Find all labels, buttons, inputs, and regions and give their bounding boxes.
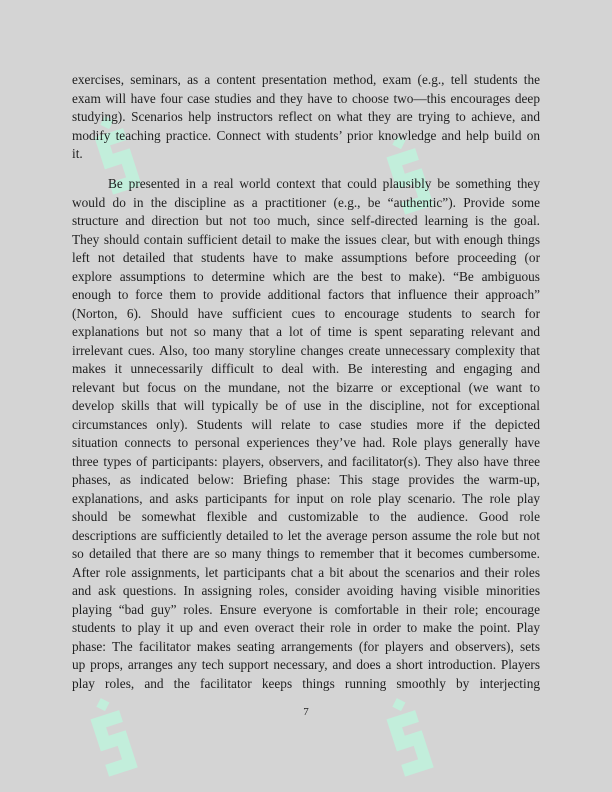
text-line: relevant but focus on the mundane, not the bizarre or exceptional (we want to [72, 379, 540, 395]
text-line: Be presented in a real world context that could plausibly be something they [108, 176, 540, 191]
text-line: exam will have four case studies and they have to choose two—this encourages deep [72, 90, 540, 106]
text-line: play roles, and the facilitator keeps things running smoothly by interjecting [72, 675, 540, 691]
text-line: so detailed that there are so many things to remember that it becomes cumbersome. [72, 546, 540, 561]
text-line: explanations, and asks participants for input on role play scenario. The role play [72, 490, 540, 506]
text-line: develop skills that will typically be of use in the discipline, not for exceptional [72, 398, 540, 413]
text-line: (Norton, 6). Should have sufficient cues to encourage students to search for [72, 305, 540, 321]
text-line: circumstances only). Students will relate to case studies more if the depicted [72, 416, 540, 432]
text-line: makes it unnecessarily difficult to deal with. Be interesting and engaging and [72, 361, 540, 376]
text-line: structure and direction but not too much, since self-directed learning is the goal. [72, 213, 540, 228]
text-line: descriptions are sufficiently detailed to let the average person assume the role but not [72, 527, 540, 543]
text-line: it. [72, 146, 83, 161]
text-line: explore assumptions to determine which are the best to make). “Be ambiguous [72, 268, 540, 284]
text-line: After role assignments, let participants chat a bit about the scenarios and their roles [72, 564, 540, 580]
text-line: explanations but not so many that a lot of time is spent separating relevant and [72, 324, 540, 339]
text-line: phase: The facilitator makes seating arrangements (for players and observers), sets [72, 638, 540, 654]
text-line: three types of participants: players, observers, and facilitator(s). They also have three [72, 453, 540, 469]
text-line: left not detailed that students have to make assumptions before proceeding (or [72, 250, 540, 265]
body-text [72, 71, 540, 693]
text-line: exercises, seminars, as a content presentation method, exam (e.g., tell students the [72, 72, 540, 87]
text-line: phases, as indicated below: Briefing phase: This stage provides the warm-up, [72, 472, 540, 487]
paragraph-2 [72, 175, 540, 693]
text-line: would do in the discipline as a practitioner (e.g., be “authentic”). Provide some [72, 194, 540, 210]
text-line: playing “bad guy” roles. Ensure everyone is comfortable in their role; encourage [72, 601, 540, 617]
text-line: situation connects to personal experiences they’ve had. Role plays generally have [72, 435, 540, 450]
text-line: enough to force them to provide additional factors that influence their approach” [72, 287, 540, 302]
text-line: up props, arranges any tech support necessary, and does a short introduction. Players [72, 657, 540, 672]
page-number: 7 [303, 706, 309, 718]
paragraph-1 [72, 71, 540, 164]
text-line: should be somewhat flexible and customizable to the audience. Good role [72, 509, 540, 524]
text-line: students to play it up and even overact their role in order to make the point. Play [72, 620, 540, 635]
text-line: irrelevant cues. Also, too many storyline changes create unnecessary complexity that [72, 342, 540, 358]
text-line: They should contain sufficient detail to make the issues clear, but with enough things [72, 231, 540, 247]
text-line: and ask questions. In assigning roles, consider avoiding having visible minorities [72, 583, 540, 598]
text-line: modify teaching practice. Connect with students’ prior knowledge and help build on [72, 127, 540, 143]
text-line: studying). Scenarios help instructors reflect on what they are trying to achieve, and [72, 109, 540, 124]
